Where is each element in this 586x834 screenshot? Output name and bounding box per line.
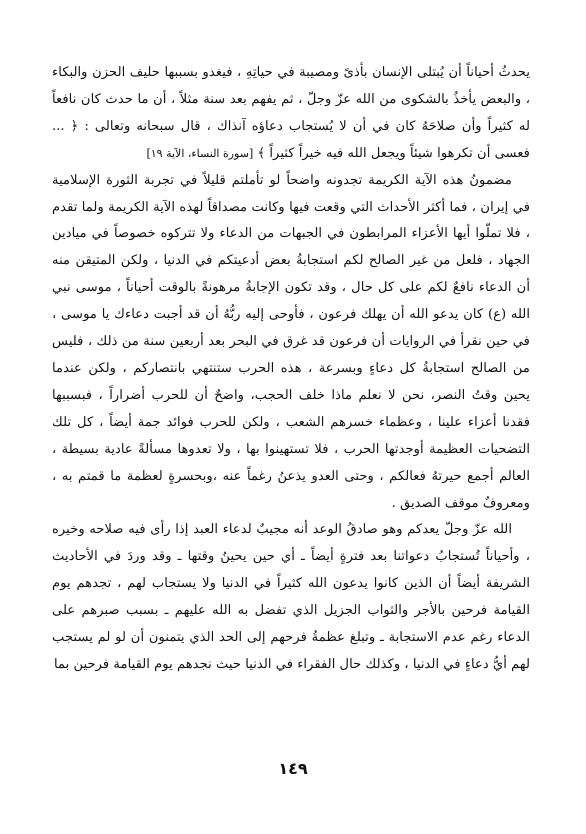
paragraph-3-text: الله عزّ وجلّ يعدكم وهو صادقُ الوعد أنه مجيبٌ لدعاء العبد إذا رأى فيه صلاحه وخيره ، وأحياناً تُستجابُ دعواتنا بعد فترةٍ أيضاً ـ أي حين يحينُ وقتها ـ وقد وردَ في الأحاديث الشريفة أيضاً أن الذين كانوا يدعون الله كثيراً في الدنيا ولا يستجاب لهم ، تجدهم يوم القيامة فرحين بالأجر والثواب الجزيل الذي تفضل به الله عليهم ـ بسبب صبرهم على الدعاء رغم عدم الاستجابة ـ وتبلغ عظمةُ فرحهم إلى الحد الذي يتمنون أن لو لم يستجب لهم أيُّ دعاءٍ في الدنيا ، وكذلك حال الفقراء في الدنيا حيث نجدهم يوم القيامة فرحين بما — [52, 522, 530, 672]
paragraph-2 — [52, 168, 530, 518]
quran-reference: [سورة النساء، الآية ١٩] — [146, 146, 254, 160]
paragraph-3 — [52, 517, 530, 678]
paragraph-1-text: يحدثُ أحياناً أن يُبتلى الإنسان بأذىً ومصيبة في حياتِهِ ، فيغدو بسببها حليف الحزن والبكاء ، والبعض يأخذُ بالشكوى من الله عزّ وجلّ ، ثم يفهم بعد سنة مثلاً ، أن ما حدث كان نافعاً له كثيراً وأن صلاحَهُ كان في أن لا يُستجاب دعاؤه آنذاك ، قال سبحانه وتعالى : ﴿ ... فعسى أن تكرهوا شيئاً ويجعل الله فيه خيراً كثيراً ﴾ — [52, 65, 530, 161]
page-number: ١٤٩ — [278, 759, 308, 778]
paragraph-1 — [52, 60, 530, 168]
paragraph-2-text: مضمونُ هذه الآية الكريمة تجدونه واضحاً لو تأملتم قليلاً في تجربة الثورة الإسلامية في إيران ، فما أكثر الأحداث التي وقعت فيها وكانت مصداقاً لهذه الآية الكريمة ولما تقدم ، فلا تملّوا أيها الأعزاء المرابطون في الجبهات من الدعاء ولا تتركوه خصوصاً في ميادين الجهاد ، فلعل من غير الصالح لكم استجابةُ بعض أدعيتكم في الدنيا ، ولكن المتيقن منه أن الدعاء نافعٌ لكم على كل حال ، وقد تكون الإجابةُ مرهونةً بالوقت أحياناً ، موسى نبي الله (ع) كان يدعو الله أن يهلك فرعون ، فأوحى إليه ربُّهُ أن قد أجبت دعاءك يا موسى ، في حين نقرأ في الروايات أن فرعون قد غرق في البحر بعد أربعين سنة من ذلك ، فليس من الصالح استجابةُ كل دعاءٍ وبسرعة ، هذه الحرب ستنتهي بانتصاركم ، ولكن عندما يحين وقتُ النصر، نحن لا نعلم ماذا خلف الحجب، واضحٌ أن للحرب أضراراً ، فبسببها فقدنا أعزاء علينا ، وعظماء خسرهم الشعب ، ولكن للحرب فوائد جمة أيضاً ، كل تلك التضحيات العظيمة أوجدتها الحرب ، فلا تستهينوا بها ، ولا تعدوها مسألةً عادية بسيطة ، العالم أجمع حيرتهُ فعالكم ، وحتى العدو يذعنُ رغماً عنه ،وبحسرةٍ لعظمة ما قمتم به ، ومعروفٌ موقف الصديق . — [52, 172, 530, 511]
body-text — [52, 60, 530, 679]
